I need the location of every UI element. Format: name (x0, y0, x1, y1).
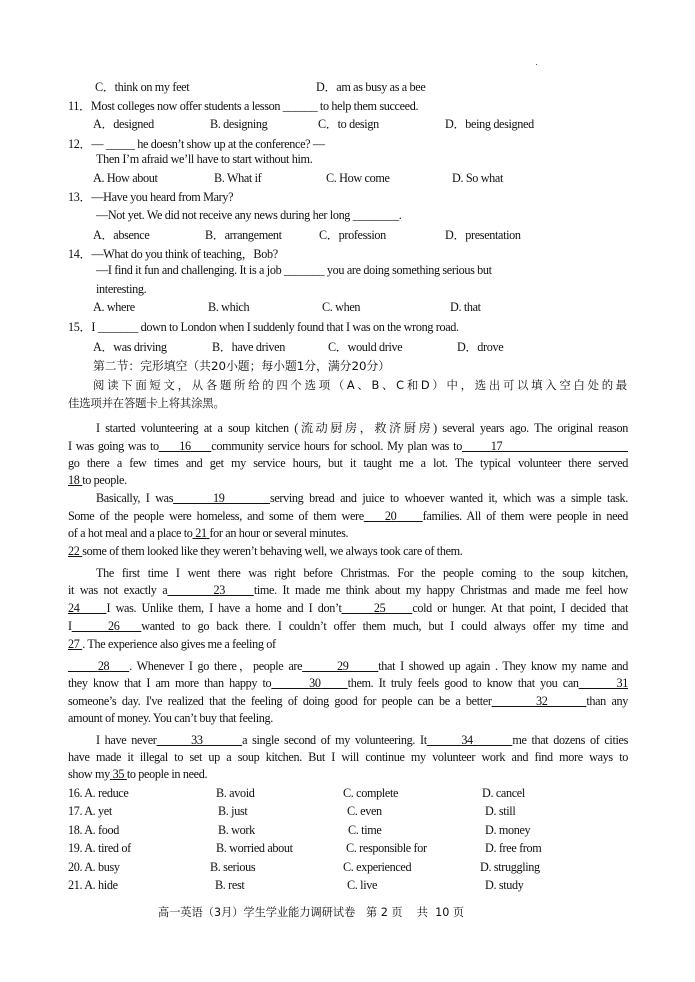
option-b: B．arrangement (205, 228, 282, 242)
section-instruction: 阅读下面短文，从各题所给的四个选项（A、B、C和D）中，选出可以填入空白处的最 (93, 378, 627, 392)
passage-line: The first time I went there was right before Christmas. For the people coming to the soup kitchen, (96, 566, 628, 580)
passage-line: I was going was to 16 community service hours for school. My plan was to 17 (68, 439, 503, 453)
question-12-line2: Then I’m afraid we’ll have to start without him. (96, 152, 313, 166)
answer-18-d: D. money (485, 823, 531, 837)
passage-line: have made it illegal to set up a soup kitchen. But I will continue my volunteer work and find more ways to (68, 750, 628, 764)
question-11: 11．Most colleges now offer students a lesson ______ to help them succeed. (68, 99, 419, 113)
answer-18-c: C. time (348, 823, 382, 837)
passage-line: 24 I was. Unlike them, I have a home and I don’t 25 cold or hunger. At that point, I decided that (68, 601, 628, 615)
blank-20: 20 (384, 509, 397, 523)
blank-27: 27 (68, 637, 80, 651)
passage-line: 18 to people. (68, 473, 127, 487)
question-13: 13．—Have you heard from Mary? (68, 190, 234, 204)
passage-line: I have never 33 a single second of my volunteering. It 34 me that dozens of cities (96, 733, 628, 747)
question-13-line2: —Not yet. We did not receive any news during her long ________. (96, 208, 402, 222)
answer-18-b: B. work (218, 823, 255, 837)
section-title: 第二节：完形填空（共20小题；每小题1分，满分20分） (93, 359, 391, 373)
option-b: B. which (208, 300, 250, 314)
passage-line: 27 . The experience also gives me a feeling of (68, 637, 276, 651)
passage-line: of a hot meal and a place to 21 for an hour or several minutes. (68, 526, 349, 540)
option-d: D. that (450, 300, 481, 314)
passage-line: they know that I am more than happy to 30 them. It truly feels good to know that you can 31 (68, 676, 628, 690)
option-d: D．presentation (445, 228, 521, 242)
answer-17-b: B. just (218, 804, 248, 818)
blank-30: 30 (309, 676, 321, 690)
blank-29: 29 (336, 659, 349, 673)
option-a: A．absence (93, 228, 150, 242)
answer-18: 18. A. food (68, 823, 119, 837)
question-15: 15．I _______ down to London when I suddenly found that I was on the wrong road. (68, 320, 459, 334)
option-d: D．drove (457, 340, 504, 354)
passage-line: go there a few times and get my service hours, but it taught me a lot. The typical volunteer there served (68, 456, 628, 470)
blank-22: 22 (68, 544, 80, 558)
answer-16-c: C. complete (343, 786, 399, 800)
answer-20: 20. A. busy (68, 860, 120, 874)
passage-line: 28 . Whenever I go there，people are 29 that I showed up again . They know my name and (97, 659, 628, 673)
question-14-line2: —I find it fun and challenging. It is a job _______ you are doing something serious but (96, 263, 492, 277)
blank-24: 24 (68, 601, 80, 615)
blank-16: 16 (179, 439, 191, 453)
option-c: C. How come (326, 171, 390, 185)
blank-31: 31 (616, 676, 628, 690)
section-instruction-cont: 佳选项并在答题卡上将其涂黑。 (68, 396, 225, 410)
passage-line: 22 some of them looked like they weren’t behaving well, we always took care of them. (68, 544, 463, 558)
blank-17: 17 (490, 439, 503, 453)
answer-19-b: B. worried about (216, 841, 293, 855)
option-c: C．profession (319, 228, 386, 242)
passage-line: I started volunteering at a soup kitchen (流动厨房，救济厨房) several years ago. The original reason (96, 421, 628, 435)
blank-18: 18 (68, 473, 80, 487)
answer-21: 21. A. hide (68, 878, 118, 892)
blank-34: 34 (461, 733, 473, 747)
answer-17-c: C. even (347, 804, 382, 818)
option-a: A. How about (93, 171, 158, 185)
answer-20-c: C. experienced (343, 860, 412, 874)
answer-20-b: B. serious (210, 860, 256, 874)
question-12: 12．— _____ he doesn’t show up at the conference? — (68, 137, 325, 151)
question-14-line3: interesting. (96, 282, 147, 296)
passage-line: I 26 wanted to go back there. I couldn’t offer them much, but I could always offer my time and (68, 619, 628, 633)
answer-21-d: D. study (485, 878, 524, 892)
answer-16-b: B. avoid (216, 786, 255, 800)
blank-26: 26 (108, 619, 120, 633)
answer-21-b: B. rest (215, 878, 245, 892)
option-a: A. where (93, 300, 135, 314)
answer-19-d: D. free from (485, 841, 542, 855)
option-a: A．designed (93, 117, 154, 131)
blank-21: 21 (195, 526, 207, 540)
passage-line: amount of money. You can’t buy that feeling. (68, 711, 273, 725)
passage-line: Basically, I was 19 serving bread and juice to whoever wanted it, which was a simple task. (96, 491, 628, 505)
option-a: A．was driving (93, 340, 167, 354)
blank-23: 23 (213, 583, 225, 597)
answer-16: 16. A. reduce (68, 786, 129, 800)
option-c: C．to design (318, 117, 379, 131)
blank-28: 28 (97, 659, 110, 673)
option-c-prev: C．think on my feet (95, 80, 190, 94)
answer-20-d: D. struggling (480, 860, 540, 874)
passage-line: someone’s day. I've realized that the feeling of doing good for people can be a better 32 than any (68, 694, 629, 708)
option-c: C. when (322, 300, 361, 314)
option-b: B．have driven (212, 340, 285, 354)
question-14: 14．—What do you think of teaching，Bob? (68, 247, 278, 261)
passage-line: show my 35 to people in need. (68, 767, 208, 781)
blank-33: 33 (191, 733, 203, 747)
option-d-prev: D．am as busy as a bee (316, 80, 426, 94)
answer-17: 17. A. yet (68, 804, 112, 818)
blank-19: 19 (212, 491, 225, 505)
option-b: B. designing (210, 117, 268, 131)
answer-17-d: D. still (485, 804, 516, 818)
blank-35: 35 (112, 767, 125, 781)
answer-19-c: C. responsible for (346, 841, 427, 855)
option-b: B. What if (214, 171, 262, 185)
answer-21-c: C. live (347, 878, 378, 892)
option-c: C．would drive (328, 340, 403, 354)
passage-line: it was not exactly a 23 time. It made me think about my happy Christmas and made me feel how (68, 583, 628, 597)
option-d: D．being designed (445, 117, 534, 131)
passage-line: Some of the people were homeless, and some of them were 20 families. All of them were people in need (68, 509, 628, 523)
blank-25: 25 (373, 601, 386, 615)
scan-speck (536, 64, 537, 65)
answer-19: 19. A. tired of (68, 841, 131, 855)
page-footer: 高一英语（3月）学生学业能力调研试卷 第 2 页 共 10 页 (158, 906, 465, 919)
blank-32: 32 (535, 694, 548, 708)
answer-16-d: D. cancel (482, 786, 525, 800)
option-d: D. So what (452, 171, 504, 185)
